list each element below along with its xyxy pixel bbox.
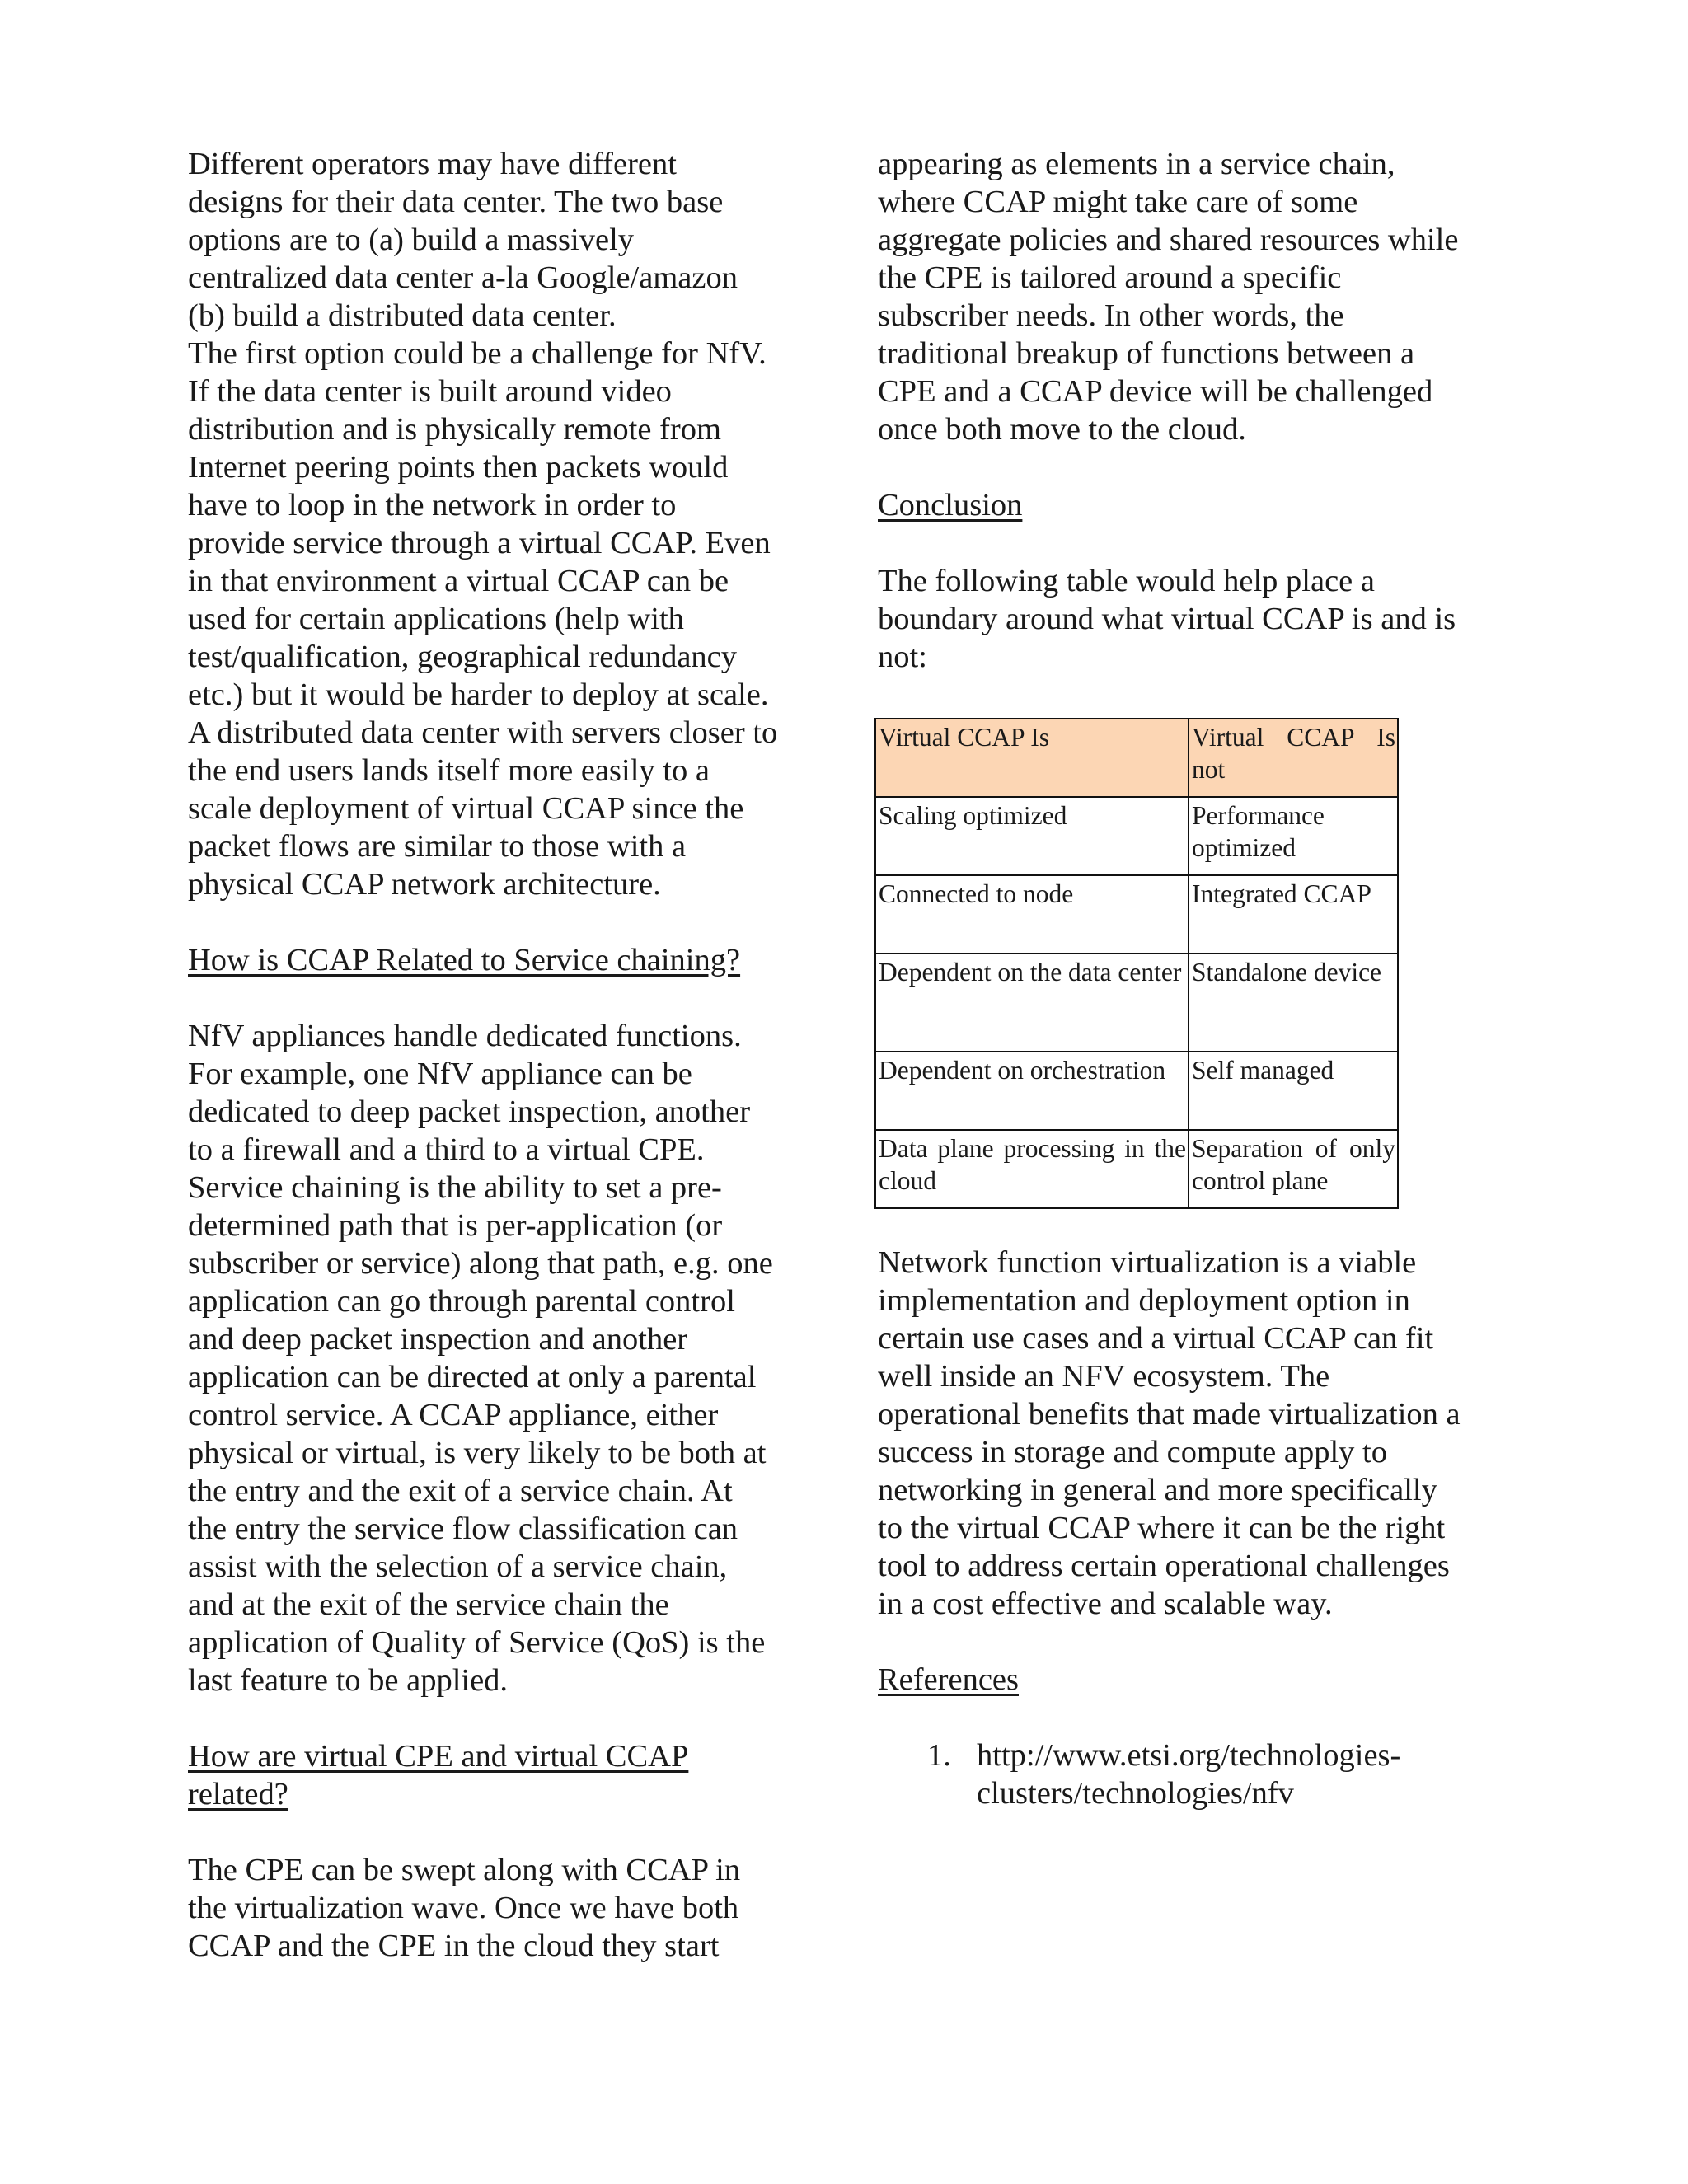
- table-cell: Dependent on orchestration: [875, 1052, 1189, 1130]
- table-row: [875, 797, 1398, 875]
- comparison-table: [874, 718, 1399, 1209]
- heading-conclusion: Conclusion: [878, 488, 1023, 523]
- table-cell: Separation of only control plane: [1189, 1130, 1398, 1208]
- reference-item: [878, 1736, 1504, 1812]
- table-cell: Connected to node: [875, 875, 1189, 954]
- table-cell: Dependent on the data center: [875, 954, 1189, 1052]
- table-header-cell: Virtual CCAP Is not: [1189, 719, 1398, 797]
- heading-references: References: [878, 1662, 1019, 1697]
- right-column-lower: [878, 1244, 1504, 1812]
- table-row: [875, 875, 1398, 954]
- table-cell: Self managed: [1189, 1052, 1398, 1130]
- table-row: [875, 1052, 1398, 1130]
- heading-virtual-cpe: How are virtual CPE and virtual CCAP related?: [188, 1739, 689, 1811]
- heading-service-chaining: How is CCAP Related to Service chaining?: [188, 943, 741, 977]
- table-header-cell: Virtual CCAP Is: [875, 719, 1189, 797]
- table-row: [875, 954, 1398, 1052]
- table-cell: Integrated CCAP: [1189, 875, 1398, 954]
- table-cell: Data plane processing in the cloud: [875, 1130, 1189, 1208]
- paragraph-data-center-options: Different operators may have different designs for their data center. The two base options are to (a) build a massively centralized data center a-la Google/amazon (b) build a distributed data center. The first option could be a challenge for NfV. If the data center is built around video distribution and is physically remote from Internet peering points then packets would have to loop in the network in order to provide service through a virtual CCAP. Even in that environment a virtual CCAP can be used for certain applications (help with test/qualification, geographical redundancy etc.) but it would be harder to deploy at scale. A distributed data center with servers closer to the end users lands itself more easily to a scale deployment of virtual CCAP since the packet flows are similar to those with a physical CCAP network architecture.: [188, 147, 778, 902]
- paragraph-table-intro: The following table would help place a boundary around what virtual CCAP is and is not:: [878, 564, 1456, 674]
- left-column: [188, 145, 823, 1965]
- paragraph-cpe-continued: appearing as elements in a service chain, where CCAP might take care of some aggregate policies and shared resources while the CPE is tailored around a specific subscriber needs. In other words, the traditional breakup of functions between a CPE and a CCAP device will be challenged once both move to the cloud.: [878, 147, 1459, 447]
- table-cell: Performance optimized: [1189, 797, 1398, 875]
- reference-link[interactable]: http://www.etsi.org/technologies- clusters/technologies/nfv: [977, 1738, 1401, 1811]
- reference-number: 1.: [927, 1738, 951, 1773]
- paragraph-service-chaining: NfV appliances handle dedicated functions. For example, one NfV appliance can be dedicated to deep packet inspection, another to a firewall and a third to a virtual CPE. Service chaining is the ability to set a pre- determined path that is per-application (or subscriber or service) along that path, e.g. one application can go through parental control and deep packet inspection and another application can be directed at only a parental control service. A CCAP appliance, either physical or virtual, is very likely to be both at the entry and the exit of a service chain. At the entry the service flow classification can assist with the selection of a service chain, and at the exit of the service chain the application of Quality of Service (QoS) is the last feature to be applied.: [188, 1019, 773, 1698]
- table-cell: Standalone device: [1189, 954, 1398, 1052]
- paragraph-virtual-cpe: The CPE can be swept along with CCAP in the virtualization wave. Once we have both CCAP and the CPE in the cloud they start: [188, 1853, 741, 1963]
- right-column: [878, 145, 1504, 676]
- paragraph-conclusion: Network function virtualization is a viable implementation and deployment option in certain use cases and a virtual CCAP can fit well inside an NFV ecosystem. The operational benefits that made virtualization a success in storage and compute apply to networking in general and more specifically to the virtual CCAP where it can be the right tool to address certain operational challenges in a cost effective and scalable way.: [878, 1245, 1461, 1621]
- table-header-row: [875, 719, 1398, 797]
- table-row: [875, 1130, 1398, 1208]
- table-cell: Scaling optimized: [875, 797, 1189, 875]
